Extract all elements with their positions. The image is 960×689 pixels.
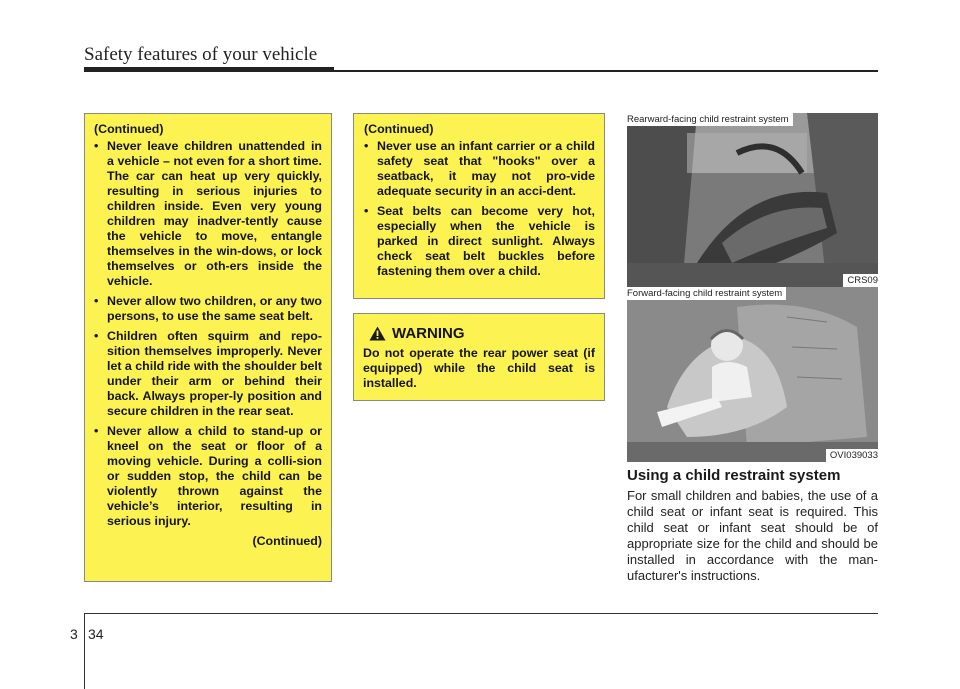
warning-triangle-icon bbox=[369, 326, 386, 341]
warning-text: Do not operate the rear power seat (if equipped) while the child seat is installed. bbox=[363, 346, 595, 390]
warning-heading bbox=[369, 326, 595, 341]
list-item bbox=[363, 204, 595, 279]
chapter-number: 3 bbox=[70, 626, 78, 642]
forward-facing-seat-illustration bbox=[627, 287, 878, 462]
header-rule-thick bbox=[84, 67, 334, 72]
page-header-title: Safety features of your vehicle bbox=[84, 44, 318, 65]
footer-rule-horizontal bbox=[84, 613, 878, 614]
bullet-icon: • bbox=[94, 139, 99, 153]
continued-label-bottom: (Continued) bbox=[252, 534, 322, 548]
list-item bbox=[93, 294, 322, 324]
list-item-text: Never use an infant carrier or a child safety seat that "hooks" over a seatback, it may not pro-vide adequate security in an acci-dent. bbox=[377, 139, 595, 198]
section-body: For small children and babies, the use of a child seat or infant seat is required. This child seat or infant seat should be of appropriate size for the child and should be installed in accordance with the man-ufacturer's instructions. bbox=[627, 488, 878, 583]
bullet-icon: • bbox=[94, 329, 99, 343]
page-number: 34 bbox=[88, 626, 104, 642]
caution-list-middle bbox=[363, 139, 595, 279]
caution-box-middle bbox=[353, 113, 605, 299]
section-heading: Using a child restraint system bbox=[627, 467, 841, 484]
list-item bbox=[93, 329, 322, 419]
bullet-icon: • bbox=[364, 139, 369, 153]
caution-list-left bbox=[93, 139, 322, 529]
warning-box bbox=[353, 313, 605, 401]
caution-box-left bbox=[84, 113, 332, 582]
list-item bbox=[93, 139, 322, 289]
rear-facing-seat-illustration bbox=[627, 113, 878, 287]
warning-title: WARNING bbox=[392, 325, 465, 342]
list-item-text: Never allow two children, or any two persons, to use the same seat belt. bbox=[107, 294, 322, 323]
forward-facing-seat-photo bbox=[627, 287, 878, 462]
header-rule-thin bbox=[334, 70, 878, 72]
bullet-icon: • bbox=[94, 424, 99, 438]
rear-facing-seat-photo bbox=[627, 113, 878, 287]
figure-code-forward: OVI039033 bbox=[826, 449, 878, 462]
bullet-icon: • bbox=[94, 294, 99, 308]
list-item-text: Never allow a child to stand-up or kneel on the seat or floor of a moving vehicle. During a colli-sion or sudden stop, the child can be violently thrown against the vehicle’s interior, resulting in serious injury. bbox=[107, 424, 322, 528]
bullet-icon: • bbox=[364, 204, 369, 218]
footer-rule-vertical bbox=[84, 613, 85, 689]
continued-label-top: (Continued) bbox=[94, 122, 164, 136]
list-item bbox=[363, 139, 595, 199]
list-item-text: Seat belts can become very hot, especially when the vehicle is parked in direct sunlight. Always check seat belt buckles before fastening them over a child. bbox=[377, 204, 595, 278]
list-item-text: Children often squirm and repo-sition themselves improperly. Never let a child ride with the shoulder belt under their arm or behind their back. Always proper-ly position and secure children in the rear seat. bbox=[107, 329, 322, 418]
list-item bbox=[93, 424, 322, 529]
figure-code-rear: CRS09 bbox=[843, 274, 878, 287]
continued-label-top: (Continued) bbox=[364, 122, 434, 136]
list-item-text: Never leave children unattended in a vehicle – not even for a short time. The car can heat up very quickly, resulting in serious injuries to children inside. Even very young children may inadver-tently cause the vehicle to move, entangle themselves in the win-dows, or lock themselves or oth-ers inside the vehicle. bbox=[107, 139, 322, 288]
figure-label-forward: Forward-facing child restraint system bbox=[627, 287, 786, 300]
figure-label-rear: Rearward-facing child restraint system bbox=[627, 113, 793, 126]
